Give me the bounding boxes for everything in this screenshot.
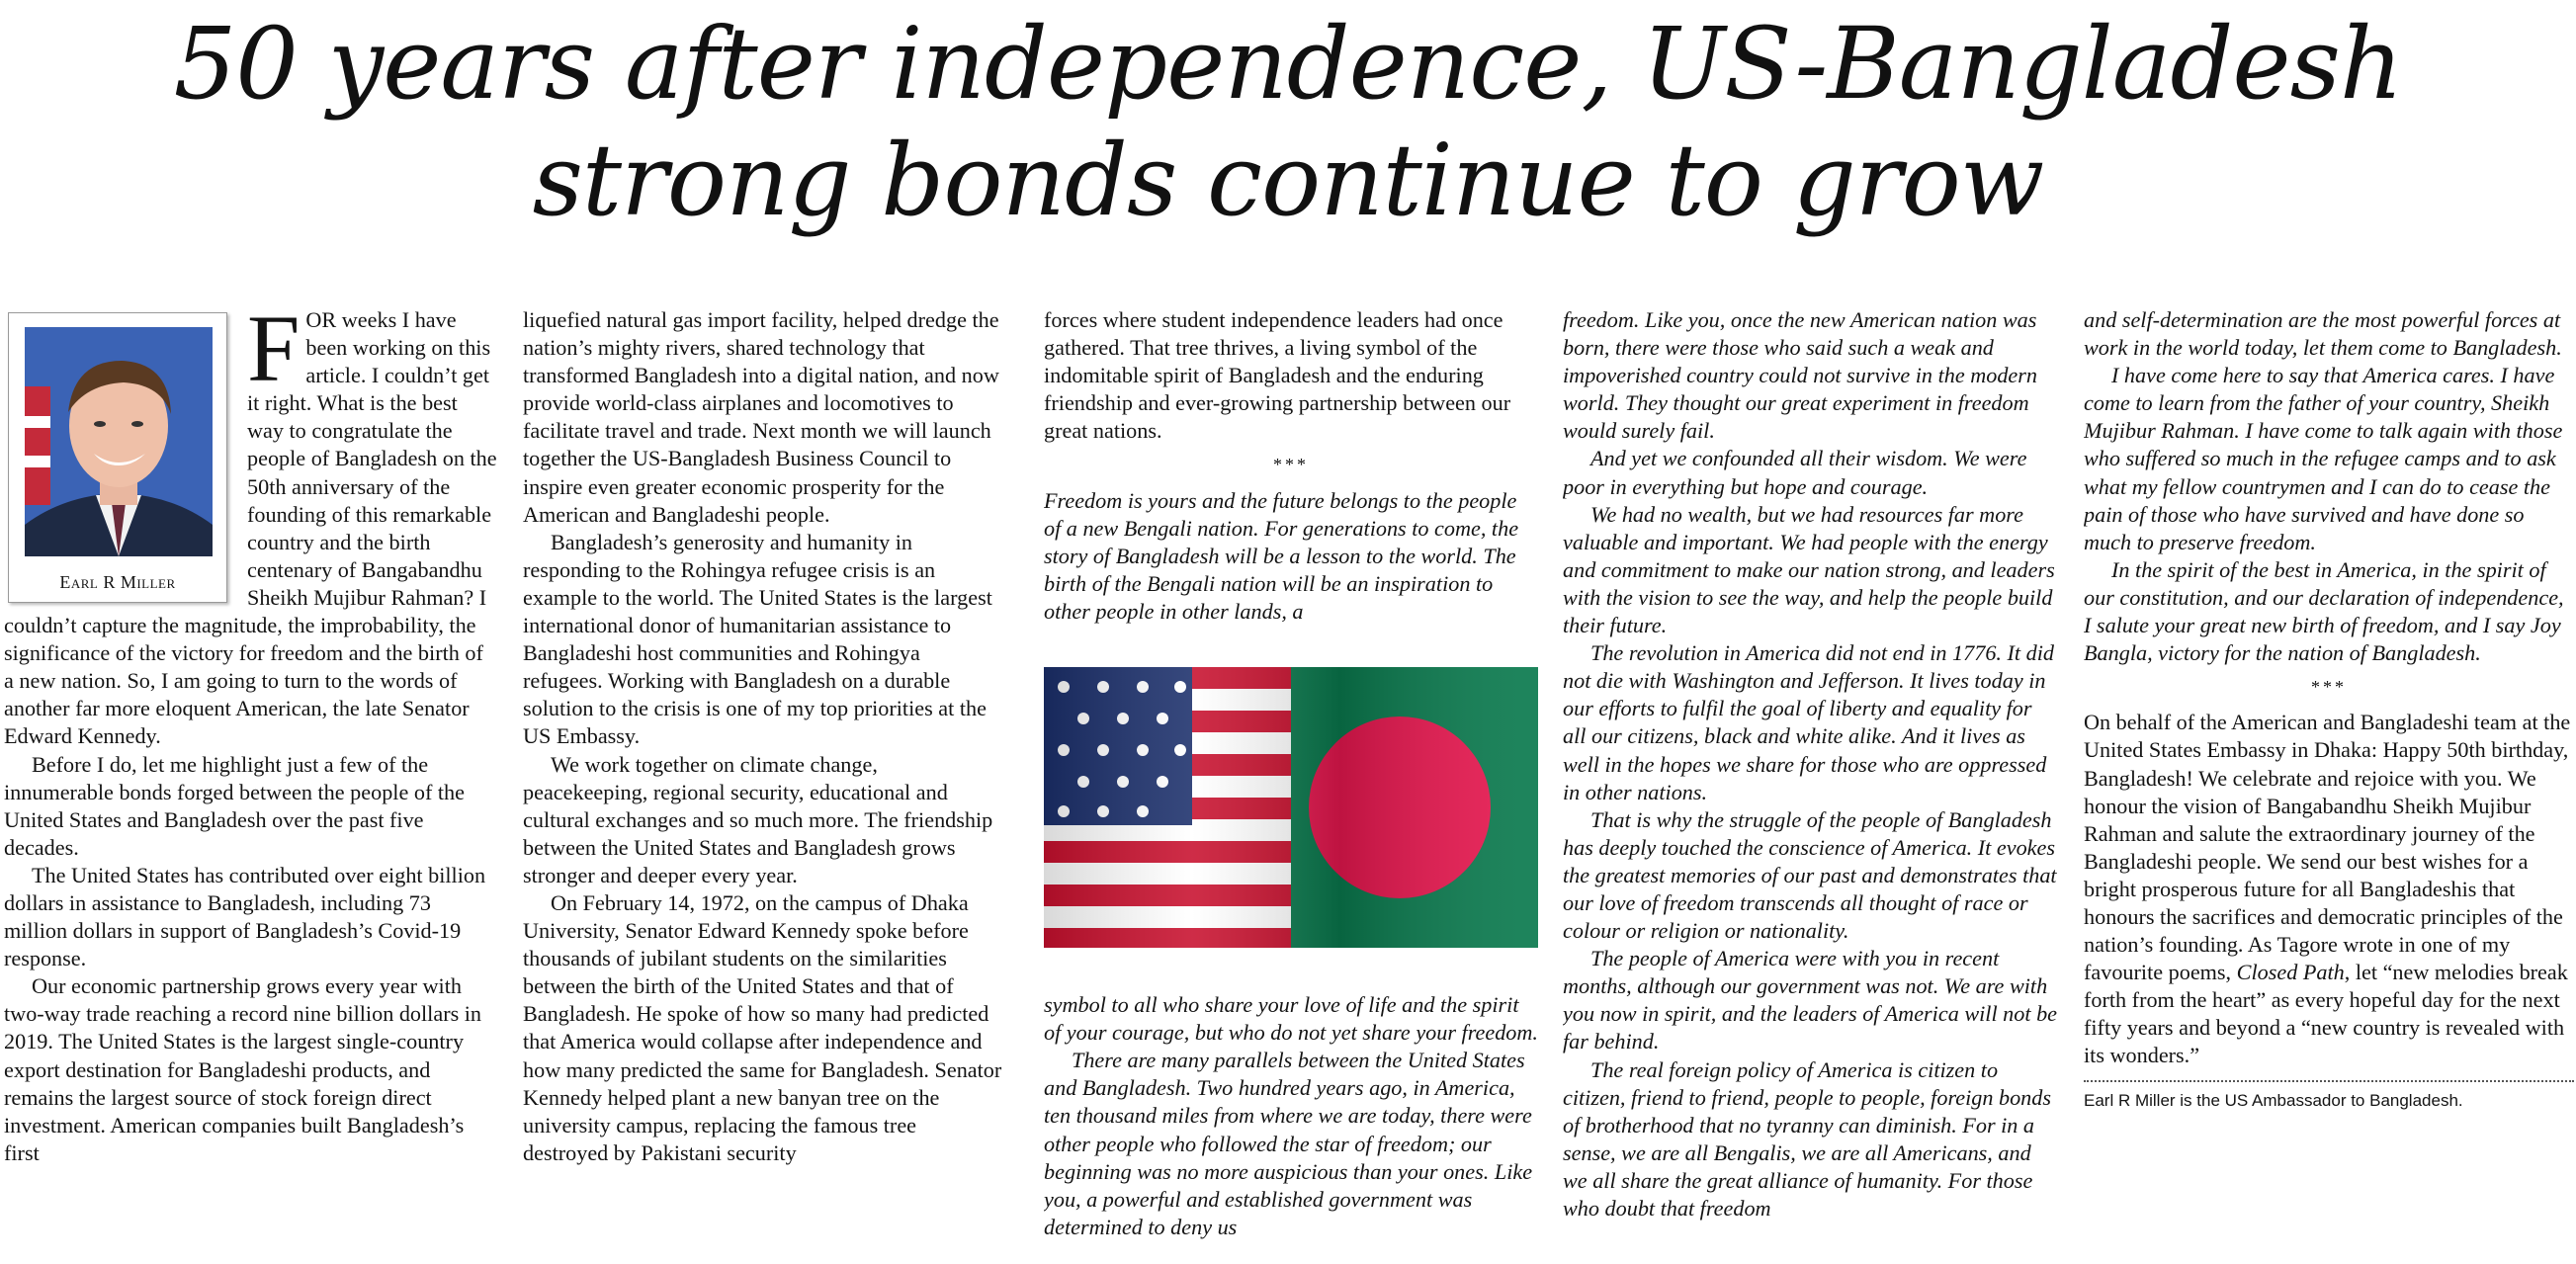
- paragraph: liquefied natural gas import facility, helped dredge the nation’s mighty rivers, shared technology that transformed Bangladesh into a digital nation, and now provide world-class airplanes and locomotives to facilitate travel and trade. Next month we will launch together the US-Bangladesh Business Council to inspire even greater economic prosperity for the American and Bangladeshi people.: [523, 307, 999, 527]
- drop-cap: F: [247, 306, 301, 401]
- quote-paragraph: We had no wealth, but we had resources far more valuable and important. We had people with the energy and commitment to make our nation strong, and leaders with the vision to see the way, and help the people build their future.: [1563, 501, 2055, 638]
- section-separator: ***: [2311, 677, 2347, 698]
- paragraph: Before I do, let me highlight just a few of the innumerable bonds forged between the people of the United States and Bangladesh over the past five decades.: [4, 751, 465, 860]
- author-photo-box: [8, 312, 227, 603]
- quote-paragraph: The people of America were with you in recent months, although our government was not. We are with you now in spirit, and the leaders of America will not be far behind.: [1563, 946, 2057, 1054]
- paragraph: forces where student independence leaders had once gathered. That tree thrives, a living symbol of the indomitable spirit of Bangladesh and the enduring friendship and ever-growing partnership between our great nations.: [1044, 307, 1511, 444]
- closing-text-a: On behalf of the American and Bangladeshi team at the United States Embassy in Dhaka: Happy 50th birthday, Bangladesh! We celebrate and rejoice with you. We honour the vision of Bangabandhu Sheikh Mujibur Rahman and salute the extraordinary journey of the Bangladeshi people. We send our best wishes for a bright prosperous future for all Bangladeshis that honours the sacrifices and democratic principles of the nation’s founding. As Tagore wrote in one of my favourite poems,: [2084, 710, 2571, 985]
- quote-paragraph: symbol to all who share your love of life and the spirit of your courage, but who do not yet share your freedom.: [1044, 992, 1538, 1046]
- closing-text-b: , let “new melodies break forth from the heart” as every hopeful day for the next fifty years and beyond a “new country is revealed with its wonders.”: [2084, 960, 2568, 1068]
- closing-paragraph: [2084, 709, 2574, 1069]
- article-column-4: [1563, 306, 2057, 1261]
- quote-paragraph: Freedom is yours and the future belongs to the people of a new Bengali nation. For generations to come, the story of Bangladesh will be a lesson to the world. The birth of the Bengali nation will be an inspiration to other people in other lands, a: [1044, 487, 1519, 624]
- poem-title: Closed Path: [2236, 960, 2345, 985]
- headline-line-2: strong bonds continue to grow: [532, 123, 2044, 238]
- quote-paragraph: There are many parallels between the United States and Bangladesh. Two hundred years ago, in America, ten thousand miles from where we are today, there were other people who followed the star of freedom; our beginning was no more auspicious than your ones. Like you, a powerful and established government was determined to deny us: [1044, 1048, 1533, 1239]
- quote-paragraph: The real foreign policy of America is citizen to citizen, friend to friend, people to people, foreign bonds of brotherhood that no tyranny can diminish. For in a sense, we are all Bengalis, we are all Americans, and we all share the great alliance of humanity. For those who doubt that freedom: [1563, 1056, 2052, 1221]
- paragraph: Bangladesh’s generosity and humanity in responding to the Rohingya refugee crisis is an example to the world. The United States is the largest international donor of humanitarian assistance to Bangladeshi host communities and Rohingya refugees. Working with Bangladesh on a durable solution to the crisis is one of my top priorities at the US Embassy.: [523, 529, 992, 749]
- lead-text: OR weeks I have been working on this article. I couldn’t get it right. What is the best way to congratulate the people of Bangladesh on the 50th anniversary of the founding of this remarkable country and the birth centenary of Bangabandhu Sheikh Mujibur Rahman? I couldn’t capture the magnitude, the improbability, the significance of the victory for freedom and the birth of a new nation. So, I am going to turn to the words of another far more eloquent American, the late Senator Edward Kennedy.: [4, 307, 497, 749]
- us-bangladesh-flags-icon: [1044, 667, 1538, 948]
- dotted-divider: [2084, 1080, 2574, 1082]
- author-byline: Earl R Miller is the US Ambassador to Bangladesh.: [2084, 1090, 2463, 1110]
- quote-paragraph: And yet we confounded all their wisdom. We were poor in everything but hope and courage.: [1563, 446, 2027, 499]
- section-separator: ***: [1273, 455, 1309, 475]
- quote-paragraph: In the spirit of the best in America, in the spirit of our constitution, and our declaration of independence, I salute your great new birth of freedom, and I say Joy Bangla, victory for the nation of Bangladesh.: [2084, 556, 2564, 666]
- quote-paragraph: and self-determination are the most powerful forces at work in the world today, let them come to Bangladesh.: [2084, 307, 2562, 361]
- quote-paragraph: I have come here to say that America cares. I have come to learn from the father of your country, Sheikh Mujibur Rahman. I have come to talk again with those who suffered so much in the refugee camps and to ask what my fellow countrymen and I can do to cease the pain of those who have survived and have done so much to preserve freedom.: [2084, 363, 2563, 554]
- paragraph: We work together on climate change, peacekeeping, regional security, educational and cultural exchanges and so much more. The friendship between the United States and Bangladesh grows stronger and deeper every year.: [523, 751, 993, 887]
- article-column-5: [2084, 306, 2574, 1261]
- article-column-3: [1044, 306, 1538, 1261]
- portrait-photo-icon: [25, 327, 213, 556]
- author-caption: Earl R Miller: [59, 571, 176, 592]
- quote-paragraph: The revolution in America did not end in 1776. It did not die with Washington and Jefferson. It lives today in our efforts to fulfil the goal of liberty and equality for all our citizens, black and white alike. And it lives as well in the hopes we share for those who are oppressed in other nations.: [1563, 640, 2054, 804]
- headline-line-1: 50 years after independence, US-Bangladesh: [173, 6, 2403, 122]
- article-column-2: [523, 306, 1002, 1261]
- paragraph: Our economic partnership grows every year with two-way trade reaching a record nine billion dollars in 2019. The United States is the largest single-country export destination for Bangladeshi products, and remains the largest source of stock foreign direct investment. American companies built Bangladesh’s first: [4, 973, 482, 1165]
- paragraph: On February 14, 1972, on the campus of Dhaka University, Senator Edward Kennedy spoke before thousands of jubilant students on the similarities between the birth of the United States and that of Bangladesh. He spoke of how so many had predicted that America would collapse after independence and how many predicted the same for Bangladesh. Senator Kennedy helped plant a new banyan tree on the university campus, replacing the famous tree destroyed by Pakistani security: [523, 889, 1002, 1165]
- quote-paragraph: freedom. Like you, once the new American nation was born, there were those who said such a weak and impoverished country could not survive in the modern world. They thought our great experiment in freedom would surely fail.: [1563, 307, 2038, 444]
- quote-paragraph: That is why the struggle of the people of Bangladesh has deeply touched the conscience of America. It evokes the greatest memories of our past and demonstrates that our love of freedom transcends all thought of race or colour or religion or nationality.: [1563, 806, 2057, 944]
- article-column-1: [4, 306, 498, 1261]
- paragraph: The United States has contributed over eight billion dollars in assistance to Bangladesh, including 73 million dollars in support of Bangladesh’s Covid-19 response.: [4, 862, 486, 971]
- headline: [0, 6, 2576, 239]
